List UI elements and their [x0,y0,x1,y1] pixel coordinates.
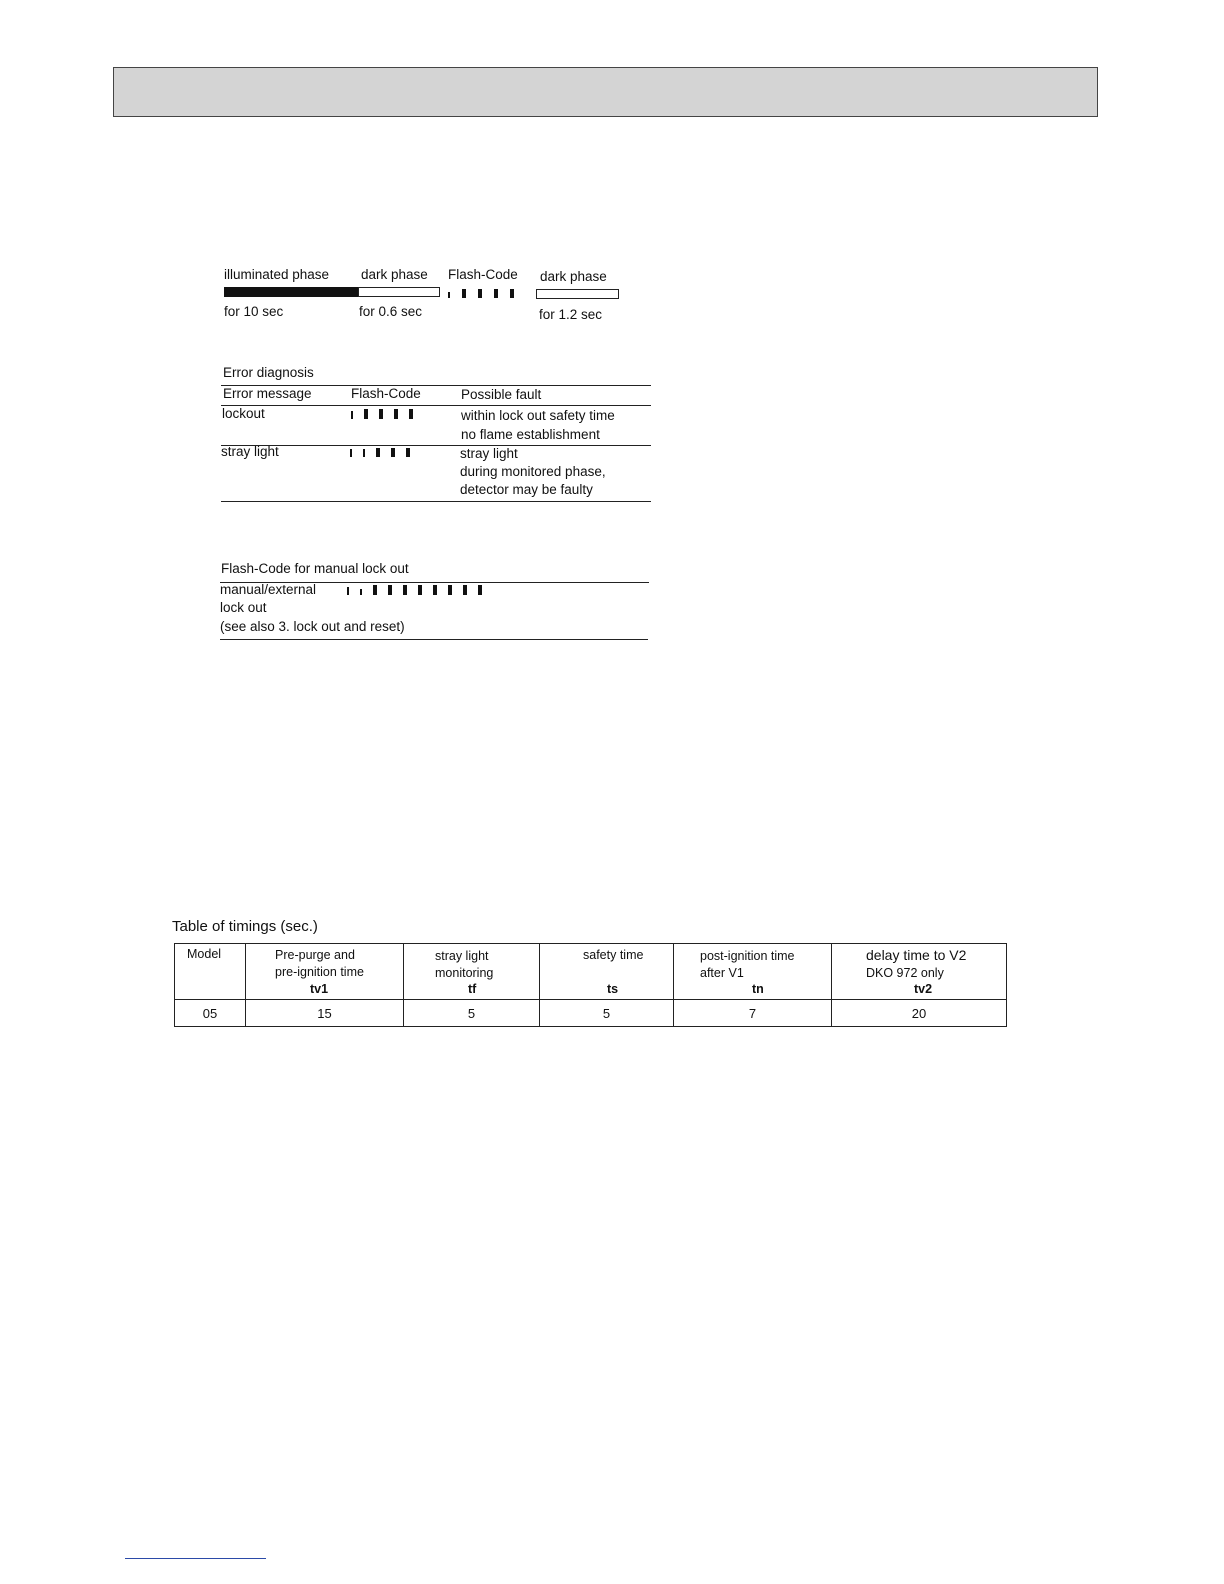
header-line: after V1 [700,966,744,980]
timings-header-cell [246,944,404,1000]
flash-pulse [347,587,349,595]
dark-phase-bar-2 [536,289,619,299]
dark-phase-label-2: dark phase [540,269,607,284]
error-diagnosis-title: Error diagnosis [223,365,314,380]
divider [221,445,651,446]
header-line: post-ignition time [700,949,795,963]
stray-light-fault-line: stray light [460,446,518,461]
flash-pulse [433,585,437,595]
stray-light-fault-line: detector may be faulty [460,482,593,497]
dark-duration: for 0.6 sec [359,304,423,319]
flash-pulse [394,409,398,419]
flash-pulse [360,589,362,595]
dark-phase-bar [358,287,440,297]
timings-table [174,943,1007,1027]
timings-value-row [175,1000,1007,1027]
lockout-fault-line: within lock out safety time [461,408,615,423]
header-line: DKO 972 only [866,966,944,980]
stray-light-flash-code [350,447,410,457]
timings-header-cell [674,944,832,1000]
dark-duration-2: for 1.2 sec [539,307,603,322]
value-tf: 5 [404,1000,540,1027]
divider [221,501,651,502]
flash-pulse [373,585,377,595]
flash-pulse [376,448,380,457]
header-symbol-tv1: tv1 [310,982,329,996]
flash-pulse [418,585,422,595]
header-symbol-tn: tn [752,982,764,996]
flash-pulse [463,585,467,595]
timings-header-row [175,944,1007,1000]
value-tv1: 15 [246,1000,404,1027]
illuminated-duration: for 10 sec [224,304,284,319]
flash-code-header: Flash-Code [351,386,421,401]
value-tn: 7 [674,1000,832,1027]
header-symbol-tf: tf [468,982,477,996]
manual-lockout-line: manual/external [220,582,317,597]
manual-lockout-line: lock out [220,600,267,615]
header-line: Pre-purge and [275,948,355,962]
flash-pulse [510,289,514,298]
flash-pulse [350,449,352,457]
header-line: pre-ignition time [275,965,364,979]
flash-pulse [403,585,407,595]
flash-code-label: Flash-Code [448,267,518,282]
header-line: delay time to V2 [866,947,967,963]
dark-phase-label: dark phase [361,267,428,282]
manual-lockout-flash-code [347,584,482,595]
flash-pulse [406,448,410,457]
value-ts: 5 [540,1000,674,1027]
flash-pulse [494,289,498,298]
header-symbol-tv2: tv2 [914,982,933,996]
header-model: Model [187,947,222,961]
illuminated-phase-bar [224,287,358,297]
flash-pulse [388,585,392,595]
flash-pulse [448,292,450,298]
flash-pulse [478,289,482,298]
error-message-stray-light: stray light [221,444,279,459]
error-message-header: Error message [223,386,312,401]
flash-pulse [379,409,383,419]
timings-header-cell [832,944,1007,1000]
header-line: safety time [583,948,644,962]
header-bar [113,67,1098,117]
header-line: stray light [435,949,489,963]
flash-pulse [364,409,368,419]
flash-pulse [478,585,482,595]
timings-table-title: Table of timings (sec.) [172,918,318,935]
flash-pulse [409,409,413,419]
value-tv2: 20 [832,1000,1007,1027]
header-symbol-ts: ts [607,982,619,996]
value-model: 05 [175,1000,246,1027]
manual-lockout-title: Flash-Code for manual lock out [221,561,409,576]
illuminated-phase-label: illuminated phase [224,267,330,282]
timings-header-cell [404,944,540,1000]
manual-lockout-note: (see also 3. lock out and reset) [220,619,405,634]
timings-header-cell [175,944,246,1000]
flash-code-pulses [448,288,514,298]
flash-pulse [351,411,353,419]
flash-pulse [363,449,365,457]
stray-light-fault-line: during monitored phase, [460,464,606,479]
lockout-fault-line: no flame establishment [461,427,600,442]
header-line: monitoring [435,966,494,980]
lockout-flash-code [351,408,413,419]
flash-pulse [391,448,395,457]
possible-fault-header: Possible fault [461,387,542,402]
flash-pulse [448,585,452,595]
divider [220,639,648,640]
footer-rule [125,1558,266,1559]
divider [221,405,651,406]
timings-header-cell [540,944,674,1000]
flash-pulse [462,289,466,298]
error-message-lockout: lockout [222,406,265,421]
